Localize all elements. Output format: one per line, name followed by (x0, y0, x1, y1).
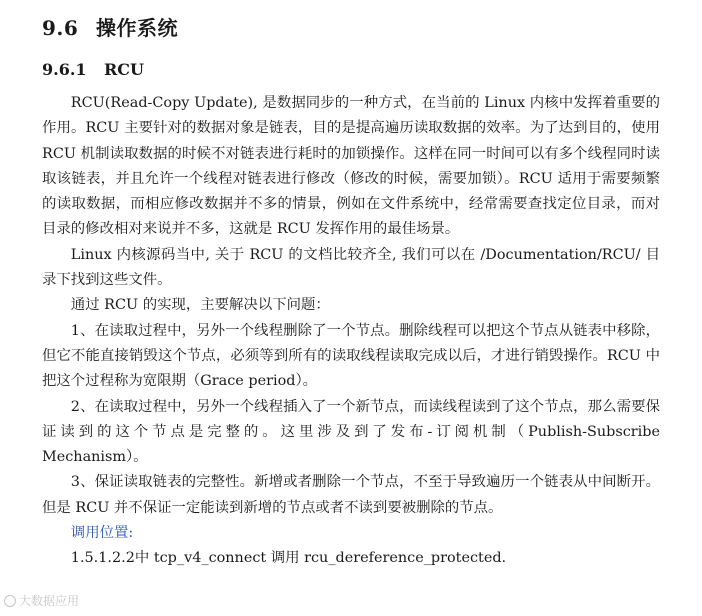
section-title: 操作系统 (96, 16, 178, 40)
call-location-paragraph (42, 521, 660, 546)
watermark-logo-icon (4, 595, 16, 607)
paragraph-docs: Linux 内核源码当中, 关于 RCU 的文档比较齐全, 我们可以在 /Documentation/RCU/ 目录下找到这些文件。 (42, 246, 660, 289)
subsection-title: RCU (104, 60, 144, 79)
body-text (42, 91, 660, 572)
section-heading (42, 12, 178, 41)
paragraph-intro: RCU(Read-Copy Update), 是数据同步的一种方式，在当前的 Linux 内核中发挥着重要的作用。RCU 主要针对的数据对象是链表，目的是提高遍历读取数据的效率。为了达到目的，使用 RCU 机制读取数据的时候不对链表进行耗时的加锁操作。这样在同一时间可以有多个线程同时读取该链表，并且允许一个线程对链表进行修改（修改的时候，需要加锁）。RCU 适用于需要频繁的读取数据，而相应修改数据并不多的情景，例如在文件系统中，经常需要查找定位目录，而对目录的修改相对来说并不多，这就是 RCU 发挥作用的最佳场景。 (42, 95, 660, 238)
paragraph-problems: 通过 RCU 的实现，主要解决以下问题： (70, 297, 330, 314)
paragraph-problem-3: 3、保证读取链表的完整性。新增或者删除一个节点，不至于导致遍历一个链表从中间断开。但是 RCU 并不保证一定能读到新增的节点或者不读到要被删除的节点。 (42, 474, 660, 516)
watermark (4, 592, 79, 609)
call-location-link[interactable]: 调用位置: (70, 525, 134, 542)
subsection-heading (42, 60, 144, 79)
paragraph-problem-1: 1、在读取过程中，另外一个线程删除了一个节点。删除线程可以把这个节点从链表中移除，但它不能直接销毁这个节点，必须等到所有的读取线程读取完成以后，才进行销毁操作。RCU 中把这个过程称为宽限期（Grace period）。 (42, 322, 660, 390)
call-line: 1.5.1.2.2中 tcp_v4_connect 调用 rcu_dereference_protected. (70, 550, 507, 567)
paragraph-problem-2: 2、在读取过程中，另外一个线程插入了一个新节点，而读线程读到了这个节点，那么需要保证读到的这个节点是完整的。这里涉及到了发布-订阅机制（Publish-Subscribe Mechanism）。 (42, 398, 660, 466)
watermark-text: 大数据应用 (19, 594, 80, 608)
subsection-number: 9.6.1 (42, 60, 87, 79)
section-number: 9.6 (42, 16, 79, 40)
